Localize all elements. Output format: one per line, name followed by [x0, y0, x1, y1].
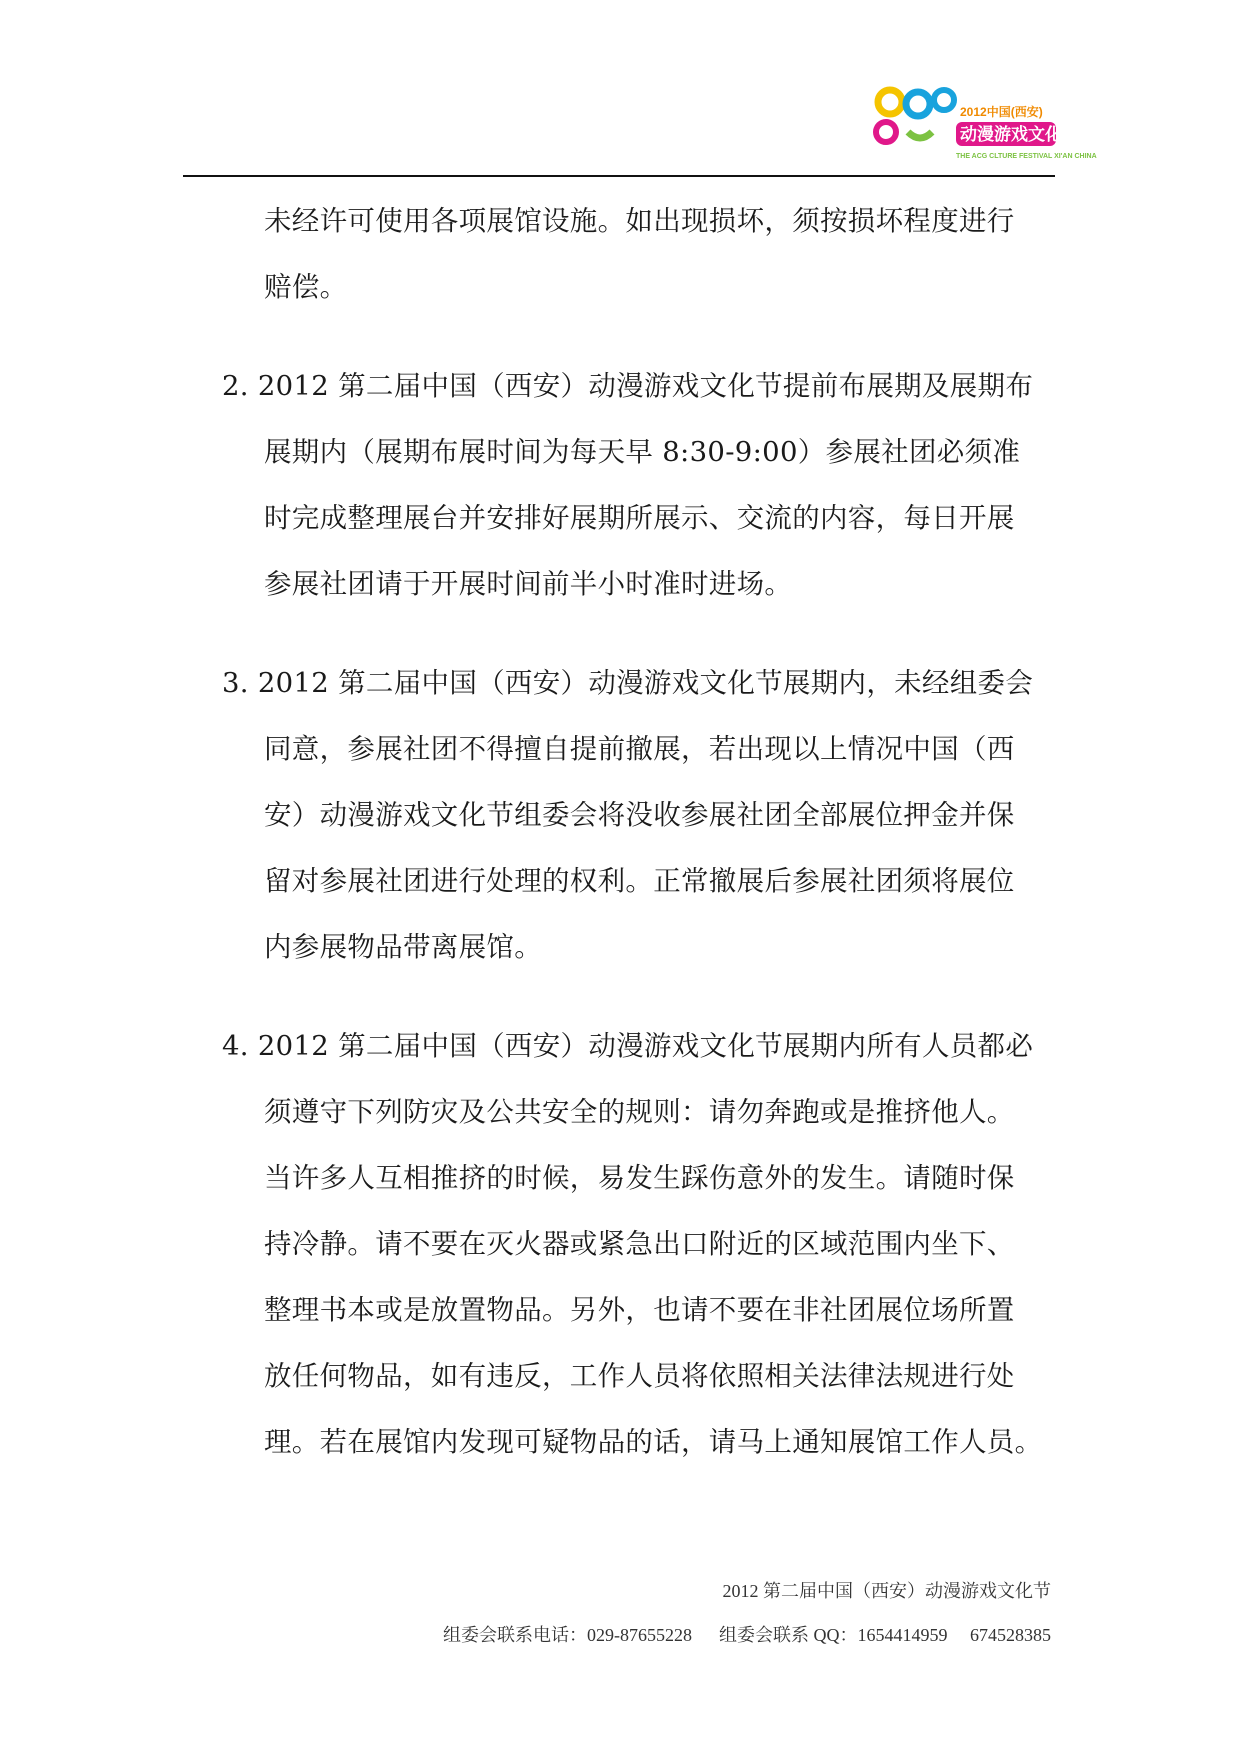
text-line: 内参展物品带离展馆。: [264, 931, 542, 963]
footer-contact: 组委会联系电话：029-87655228 组委会联系 QQ：1654414959 674528385: [443, 1625, 1051, 1645]
text-line: 未经许可使用各项展馆设施。如出现损坏，须按损坏程度进行: [264, 205, 1015, 237]
text-line: 须遵守下列防灾及公共安全的规则：请勿奔跑或是推挤他人。: [264, 1096, 1015, 1128]
document-body: [222, 188, 1057, 1475]
text-line: 3. 2012 第二届中国（西安）动漫游戏文化节展期内，未经组委会: [222, 667, 1034, 699]
list-item-3: [222, 650, 1057, 980]
footer-org-name: 2012 第二届中国（西安）动漫游戏文化节: [722, 1581, 1051, 1601]
text-line: 安）动漫游戏文化节组委会将没收参展社团全部展位押金并保: [264, 799, 1015, 831]
text-line: 赔偿。: [264, 271, 348, 303]
svg-text:2012中国(西安): 2012中国(西安): [960, 105, 1043, 119]
list-item-2: [222, 353, 1057, 617]
text-line: 同意，参展社团不得擅自提前撤展，若出现以上情况中国（西: [264, 733, 1015, 765]
header-divider: [183, 175, 1055, 177]
logo-graphic: [868, 86, 1097, 168]
text-line: 放任何物品，如有违反，工作人员将依照相关法律法规进行处: [264, 1360, 1015, 1392]
text-line: 当许多人互相推挤的时候，易发生踩伤意外的发生。请随时保: [264, 1162, 1015, 1194]
item-number: 4.: [222, 1030, 249, 1062]
text-line: 4. 2012 第二届中国（西安）动漫游戏文化节展期内所有人员都必: [222, 1030, 1034, 1062]
text-line: 参展社团请于开展时间前半小时准时进场。: [264, 568, 793, 600]
festival-logo: [868, 86, 1097, 168]
item-number: 2.: [222, 370, 249, 402]
text-line: 持冷静。请不要在灭火器或紧急出口附近的区域范围内坐下、: [264, 1228, 1015, 1260]
text-line: 理。若在展馆内发现可疑物品的话，请马上通知展馆工作人员。: [264, 1426, 1043, 1458]
text-line: 展期内（展期布展时间为每天早 8:30-9:00）参展社团必须准: [264, 436, 1021, 468]
list-item-4: [222, 1013, 1057, 1475]
svg-text:动漫游戏文化节: 动漫游戏文化节: [960, 125, 1079, 145]
text-line: 整理书本或是放置物品。另外，也请不要在非社团展位场所置: [264, 1294, 1015, 1326]
item-number: 3.: [222, 667, 249, 699]
carry-over-paragraph: [222, 188, 1057, 320]
text-line: 2. 2012 第二届中国（西安）动漫游戏文化节提前布展期及展期布: [222, 370, 1034, 402]
text-line: 留对参展社团进行处理的权利。正常撤展后参展社团须将展位: [264, 865, 1015, 897]
text-line: 时完成整理展台并安排好展期所展示、交流的内容，每日开展: [264, 502, 1015, 534]
svg-text:THE ACG CLTURE FESTIVAL XI'AN: THE ACG CLTURE FESTIVAL XI'AN CHINA: [956, 153, 1097, 160]
